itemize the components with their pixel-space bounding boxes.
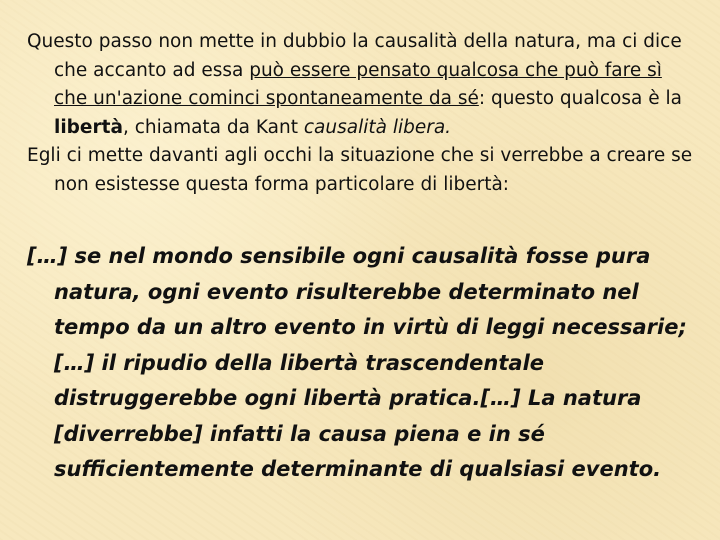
second-paragraph: Egli ci mette davanti agli occhi la situazione che si verrebbe a creare se non esistesse questa forma particolare di libertà:: [27, 145, 693, 195]
intro-text-3: , chiamata da Kant: [122, 116, 304, 138]
intro-paragraph: [27, 28, 699, 142]
kant-quote: […] se nel mondo sensibile ogni causalità fosse pura natura, ogni evento risulterebbe determinato nel tempo da un altro evento in virtù di leggi necessarie; […] il ripudio della libertà trascendentale distruggerebbe ogni libertà pratica.[…] La natura [diverrebbe] infatti la causa piena e in sé sufficientemente determinante di qualsiasi evento.: [27, 244, 687, 481]
italic-term-causalita-libera: causalità libera.: [303, 116, 452, 138]
intro-text-1: Questo passo non mette in dubbio la causalità della natura, ma ci dice che accanto ad essa: [27, 31, 682, 81]
intro-text-2: : questo qualcosa è la: [478, 88, 682, 109]
bold-term-liberta: libertà: [54, 116, 123, 138]
underlined-phrase: può essere pensato qualcosa che può fare sì che un'azione cominci spontaneamente da sé: [54, 59, 662, 109]
slide-content: [27, 28, 699, 509]
